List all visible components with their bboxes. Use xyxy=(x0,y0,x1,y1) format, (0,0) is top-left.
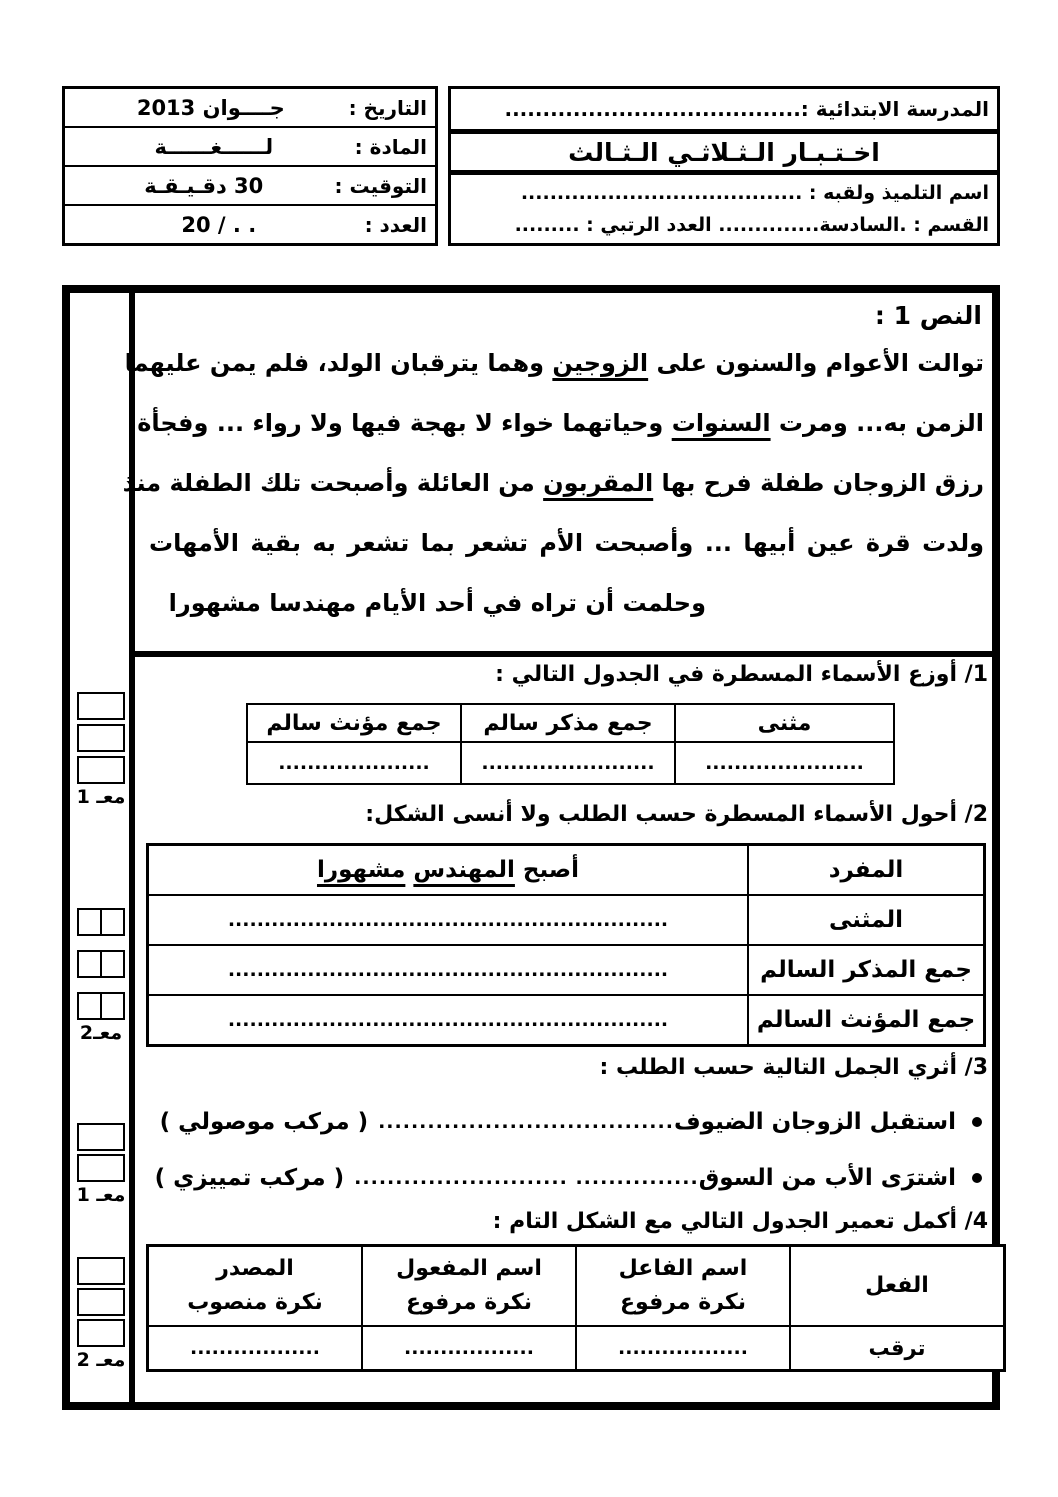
bullet-icon xyxy=(972,1173,982,1183)
q2-row-label: جمع المذكر السالم xyxy=(748,945,985,995)
q4-answer-cell: .................. xyxy=(148,1326,363,1371)
q1-table xyxy=(246,703,895,785)
q4-table xyxy=(146,1244,1006,1372)
q4-answer-row xyxy=(148,1326,1005,1371)
q3-item-2 xyxy=(135,1165,982,1191)
score-group-3 xyxy=(74,1123,128,1206)
school-name-line: المدرسة الابتدائية :....................................... xyxy=(504,97,989,121)
text-line-2: الزمن به... ومرت السنوات وحياتهما خواء لا بهجة فيها ولا رواء ... وفجأة xyxy=(137,409,984,437)
header-info-box xyxy=(62,86,438,246)
q1-col-header: مثنى xyxy=(675,704,894,742)
text-section xyxy=(122,293,992,657)
q1-answer-cell: ...................... xyxy=(675,742,894,784)
header-row-duration xyxy=(65,167,435,206)
score-box xyxy=(77,1257,125,1285)
q4-answer-cell: .................. xyxy=(362,1326,576,1371)
score-group-label: معـ 1 xyxy=(76,1184,126,1206)
q1-answer-cell: ........................ xyxy=(461,742,675,784)
score-label: العدد : xyxy=(364,212,427,237)
subject-label: المادة : xyxy=(354,134,427,159)
duration-label: التوقيت : xyxy=(334,173,427,198)
q1-header-row xyxy=(247,704,894,742)
text-line-4: ولدت قرة عين أبيها ... وأصبحت الأم تشعر بما تشعر به بقية الأمهات xyxy=(149,529,984,557)
exam-title: اخـتـبـار الـثـلاثـي الـثـالث xyxy=(451,129,997,175)
q2-answer-cell: ............................................................. xyxy=(148,895,749,945)
header-row-score xyxy=(65,206,435,243)
score-box xyxy=(77,1154,125,1182)
underlined-word: الزوجين xyxy=(552,349,649,377)
q1-answer-row xyxy=(247,742,894,784)
question-1-heading: 1/ أوزع الأسماء المسطرة في الجدول التالي : xyxy=(495,662,988,687)
q1-col-header: جمع مؤنث سالم xyxy=(247,704,461,742)
q1-col-header: جمع مذكر سالم xyxy=(461,704,675,742)
date-value: جــــوان 2013 xyxy=(136,95,285,120)
date-label: التاريخ : xyxy=(348,95,427,120)
q4-col-header: المصدر نكرة منصوب xyxy=(148,1246,363,1327)
score-box xyxy=(77,1319,125,1347)
q2-example-sentence: أصبح المهندس مشهورا xyxy=(148,845,749,896)
score-box xyxy=(77,756,125,784)
q4-col-header: اسم المفعول نكرة مرفوع xyxy=(362,1246,576,1327)
q3-hint: ( مركب موصولي ) xyxy=(159,1109,369,1135)
q2-row-masc-plural xyxy=(148,945,985,995)
student-id-rows xyxy=(451,175,997,243)
score-group-label: معـ2 xyxy=(79,1022,123,1044)
q4-verb-cell: ترقب xyxy=(790,1326,1005,1371)
score-box-double xyxy=(77,992,125,1020)
text-lines xyxy=(122,333,984,633)
header-title-box xyxy=(448,86,1000,246)
underlined-word: المقربون xyxy=(543,469,654,497)
class-line: القسم : .السادسة.............. العدد الرتبي : ......... xyxy=(514,214,989,236)
score-group-1 xyxy=(74,692,128,808)
text-section-title: النص 1 : xyxy=(874,301,982,330)
q2-row-fem-plural xyxy=(148,995,985,1046)
question-3-heading: 3/ أثري الجمل التالية حسب الطلب : xyxy=(599,1055,988,1080)
underlined-word: المهندس xyxy=(413,857,515,883)
q2-row-singular xyxy=(148,845,985,896)
score-group-label: معـ 2 xyxy=(76,1349,126,1371)
question-2-heading: 2/ أحول الأسماء المسطرة حسب الطلب ولا أنسى الشكل: xyxy=(365,802,988,827)
underlined-word: مشهورا xyxy=(316,857,406,883)
score-box xyxy=(77,1123,125,1151)
q2-row-label: جمع المؤنث السالم xyxy=(748,995,985,1046)
score-box-double xyxy=(77,908,125,936)
score-group-2 xyxy=(74,908,128,1044)
q4-col-header: اسم الفاعل نكرة مرفوع xyxy=(576,1246,790,1327)
q4-header-row xyxy=(148,1246,1005,1327)
header-row-subject xyxy=(65,128,435,167)
score-group-label: معـ 1 xyxy=(76,786,126,808)
underlined-word: السنوات xyxy=(671,409,771,437)
q2-answer-cell: ............................................................. xyxy=(148,995,749,1046)
score-box xyxy=(77,692,125,720)
question-4-heading: 4/ أكمل تعمير الجدول التالي مع الشكل التام : xyxy=(492,1209,988,1234)
score-box-double xyxy=(77,950,125,978)
q2-row-label: المثنى xyxy=(748,895,985,945)
q4-answer-cell: .................. xyxy=(576,1326,790,1371)
score-value: . . / 20 xyxy=(181,212,257,237)
score-box xyxy=(77,724,125,752)
q1-answer-cell: ..................... xyxy=(247,742,461,784)
score-box xyxy=(77,1288,125,1316)
q2-table xyxy=(146,843,986,1047)
q2-row-label: المفرد xyxy=(748,845,985,896)
q4-col-header: الفعل xyxy=(790,1246,1005,1327)
q2-row-dual xyxy=(148,895,985,945)
q3-answer-dots: ............... .......................... xyxy=(354,1167,699,1189)
q3-sentence: استقبل الزوجان الضيوف xyxy=(673,1109,956,1135)
header-row-date xyxy=(65,89,435,128)
q3-sentence: اشترَى الأب من السوق xyxy=(698,1165,956,1191)
exam-body-frame xyxy=(62,285,1000,1410)
bullet-icon xyxy=(972,1117,982,1127)
subject-value: لــــــغــــــة xyxy=(154,134,274,159)
duration-value: 30 دقـيـقـة xyxy=(144,173,264,198)
student-name-line: اسم التلميذ ولقبه : ....................................... xyxy=(520,182,989,204)
q3-hint: ( مركب تمييزي ) xyxy=(154,1165,345,1191)
q2-answer-cell: ............................................................. xyxy=(148,945,749,995)
text-line-5: وحلمت أن تراه في أحد الأيام مهندسا مشهورا xyxy=(168,589,706,617)
q3-answer-dots: .................................... xyxy=(378,1111,674,1133)
text-line-3: رزق الزوجان طفلة فرح بها المقربون من العائلة وأصبحت تلك الطفلة منذ xyxy=(122,469,984,497)
text-line-1: توالت الأعوام والسنون على الزوجين وهما يترقبان الولد، فلم يمن عليهما xyxy=(124,349,984,377)
score-group-4 xyxy=(74,1257,128,1371)
q3-item-1 xyxy=(135,1109,982,1135)
